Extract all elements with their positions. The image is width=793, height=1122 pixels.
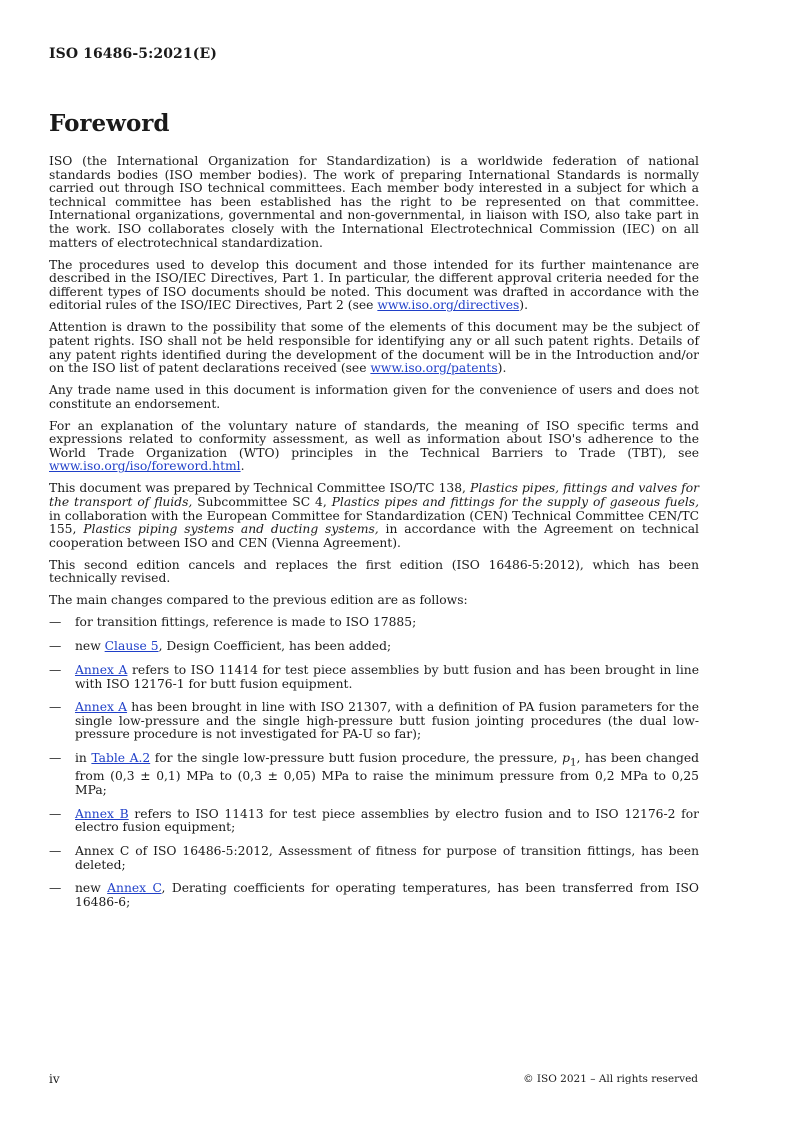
list-item: — Annex C of ISO 16486-5:2012, Assessment of fitness for purpose of transition fittings, has been deleted; [49, 844, 699, 872]
table-a2-link[interactable]: Table A.2 [91, 751, 151, 766]
list-dash: — [49, 806, 62, 821]
paragraph-patents: Attention is drawn to the possibility that some of the elements of this document may be the subject of patent rights. ISO shall not be held responsible for identifying any or all such patent rights. Details of any patent rights identified during the development of the document will be in the Introduction and/or on the ISO list of patent declarations received (see www.iso.org/patents). [49, 320, 699, 376]
list-dash: — [49, 751, 62, 766]
page-number: iv [49, 1072, 60, 1086]
list-item: — in Table A.2 for the single low-pressure butt fusion procedure, the pressure, $p_1$, has been changed from (0,3 ± 0,1) MPa to (0,3 ± 0,05) MPa to raise the minimum pressure from 0,2 MPa to 0,25 MPa; [49, 751, 700, 797]
annex-c-link[interactable]: Annex C [107, 881, 162, 896]
list-dash: — [49, 881, 62, 896]
annex-a-link[interactable]: Annex A [75, 700, 128, 715]
list-dash: — [49, 615, 62, 630]
list-item: — Annex A refers to ISO 11414 for test piece assemblies by butt fusion and has been brought in line with ISO 12176-1 for butt fusion equipment. [49, 662, 699, 691]
foreword-body [49, 155, 699, 920]
annex-a-link[interactable]: Annex A [75, 662, 128, 677]
copyright-notice: © ISO 2021 – All rights reserved [523, 1073, 698, 1085]
paragraph-changes-intro: The main changes compared to the previous edition are as follows: [49, 593, 468, 608]
list-item: — Annex B refers to ISO 11413 for test piece assemblies by electro fusion and to ISO 12176-2 for electro fusion equipment; [49, 806, 699, 835]
annex-b-link[interactable]: Annex B [75, 806, 129, 821]
clause-5-link[interactable]: Clause 5 [104, 639, 159, 654]
paragraph-edition: This second edition cancels and replaces the first edition (ISO 16486-5:2012), which has been technically revised. [49, 557, 699, 586]
list-item: — new Clause 5, Design Coefficient, has been added; [49, 639, 392, 654]
paragraph-voluntary-nature: For an explanation of the voluntary nature of standards, the meaning of ISO specific terms and expressions related to conformity assessment, as well as information about ISO's adherence to the World Trade Organization (WTO) principles in the Technical Barriers to Trade (TBT), see www.iso.org/iso/foreword.html. [49, 418, 699, 474]
list-item: — for transition fittings, reference is made to ISO 17885; [49, 615, 417, 630]
foreword-link[interactable]: www.iso.org/iso/foreword.html [49, 459, 241, 474]
patents-link[interactable]: www.iso.org/patents [370, 361, 498, 376]
directives-link[interactable]: www.iso.org/directives [377, 298, 520, 313]
paragraph-iso-intro: ISO (the International Organization for Standardization) is a worldwide federation of national standards bodies (ISO member bodies). The work of preparing International Standards is normally carried out through ISO technical committees. Each member body interested in a subject for which a technical committee has been established has the right to be represented on that committee. International organizations, governmental and non-governmental, in liaison with ISO, also take part in the work. ISO collaborates closely with the International Electrotechnical Commission (IEC) on all matters of electrotechnical standardization. [49, 154, 699, 250]
list-item: — Annex A has been brought in line with ISO 21307, with a definition of PA fusion parameters for the single low-pressure and the single high-pressure butt fusion jointing procedures (the dual low-pressure procedure is not investigated for PA-U so far); [49, 700, 699, 742]
list-dash: — [49, 639, 62, 654]
list-dash: — [49, 700, 62, 715]
paragraph-committee: This document was prepared by Technical Committee ISO/TC 138, Plastics pipes, fittings and valves for the transport of fluids, Subcommittee SC 4, Plastics pipes and fittings for the supply of gaseous fuels, in collaboration with the European Committee for Standardization (CEN) Technical Committee CEN/TC 155, Plastics piping systems and ducting systems, in accordance with the Agreement on technical cooperation between ISO and CEN (Vienna Agreement). [49, 481, 699, 550]
paragraph-trade-name: Any trade name used in this document is information given for the convenience of users and does not constitute an endorsement. [49, 383, 699, 411]
list-dash: — [49, 662, 62, 677]
document-id: ISO 16486-5:2021(E) [49, 46, 217, 62]
list-dash: — [49, 844, 62, 859]
page-title: Foreword [49, 110, 170, 137]
paragraph-procedures: The procedures used to develop this document and those intended for its further maintenance are described in the ISO/IEC Directives, Part 1. In particular, the different approval criteria needed for the different types of ISO documents should be noted. This document was drafted in accordance with the editorial rules of the ISO/IEC Directives, Part 2 (see www.iso.org/directives). [49, 257, 699, 313]
list-item: — new Annex C, Derating coefficients for operating temperatures, has been transferred from ISO 16486-6; [49, 881, 699, 910]
